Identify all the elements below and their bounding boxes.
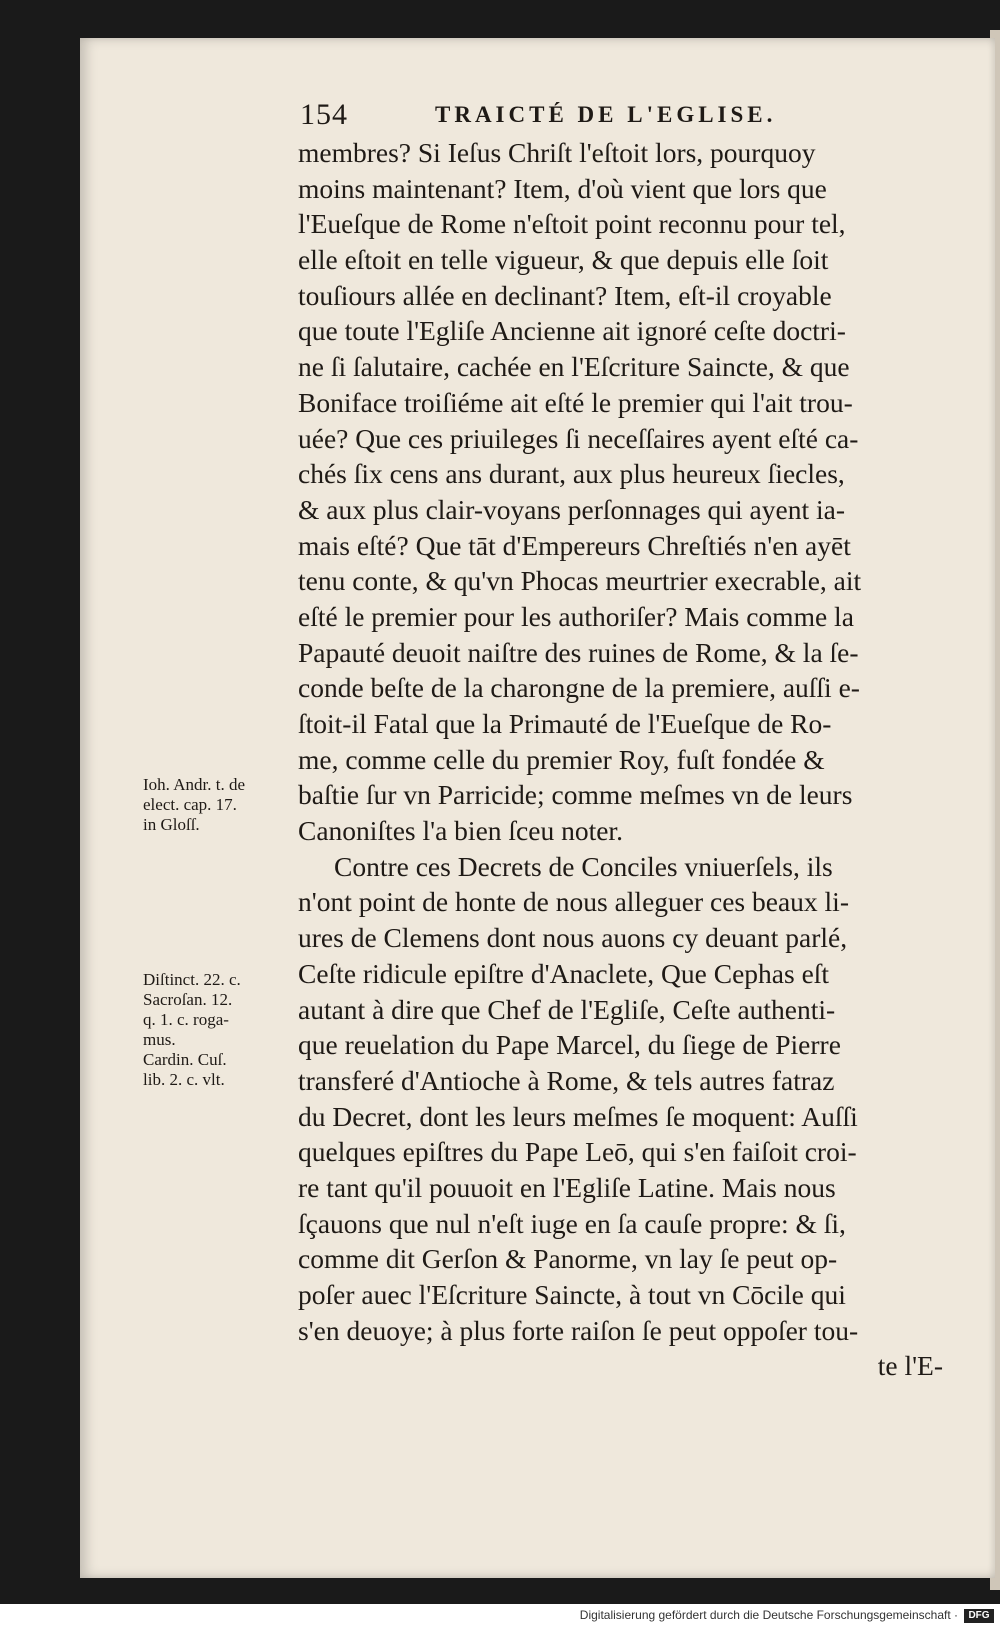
margin-note-line: Ioh. Andr. t. de [143,775,245,794]
page-number: 154 [300,98,348,131]
text-line: moins maintenant? Item, d'où vient que lors que [298,172,827,204]
margin-note-line: Sacroſan. 12. [143,990,233,1009]
text-line: du Decret, dont les leurs meſmes ſe moquent: Auſſi [298,1100,858,1132]
margin-note-line: lib. 2. c. vlt. [143,1070,225,1089]
margin-note-line: Cardin. Cuſ. [143,1050,227,1069]
margin-note [143,970,293,1090]
text-line: ne ſi ſalutaire, cachée en l'Eſcriture Saincte, & que [298,351,850,383]
margin-note-line: in Gloſſ. [143,815,200,834]
text-line: tenu conte, & qu'vn Phocas meurtrier execrable, ait [298,565,862,597]
dfg-logo: DFG [964,1609,994,1623]
text-line: transferé d'Antioche à Rome, & tels autres fatraz [298,1064,835,1096]
text-line: conde beſte de la charongne de la premiere, auſſi e- [298,672,860,704]
text-line: ſçauons que nul n'eſt iuge en ſa cauſe propre: & ſi, [298,1207,846,1239]
text-line: s'en deuoye; à plus forte raiſon ſe peut oppoſer tou- [298,1314,859,1346]
text-line: uée? Que ces priuileges ſi neceſſaires ayent eſté ca- [298,422,859,454]
text-line: mais eſté? Que tāt d'Empereurs Chreſtiés n'en ayēt [298,529,851,561]
running-title: TRAICTÉ DE L'EGLISE. [435,102,777,127]
text-line: comme dit Gerſon & Panorme, vn lay ſe peut op- [298,1243,838,1275]
footer-bar [0,1604,1000,1629]
text-line: n'ont point de honte de nous alleguer ces beaux li- [298,886,849,918]
text-line: chés ſix cens ans durant, aux plus heureux ſiecles, [298,458,845,490]
text-line: l'Eueſque de Rome n'eſtoit point reconnu pour tel, [298,208,846,240]
text-line: Boniface troiſiéme ait eſté le premier qui l'ait trou- [298,386,853,418]
catchword: te l'E- [877,1350,943,1382]
body-text [298,135,953,1384]
text-line: touſiours allée en declinant? Item, eſt-il croyable [298,279,832,311]
paragraph-start-line: Contre ces Decrets de Conciles vniuerſels, ils [334,850,833,882]
text-line: que toute l'Egliſe Ancienne ait ignoré ceſte doctri- [298,315,846,347]
text-line: & aux plus clair-voyans perſonnages qui ayent ia- [298,493,845,525]
margin-note-line: mus. [143,1030,176,1049]
text-line: Canoniſtes l'a bien ſceu noter. [298,815,623,847]
text-line: que reuelation du Pape Marcel, du ſiege de Pierre [298,1029,841,1061]
text-line: quelques epiſtres du Pape Leō, qui s'en faiſoit croi- [298,1136,857,1168]
text-line: Papauté deuoit naiſtre des ruines de Rome, & la ſe- [298,636,859,668]
text-line: Ceſte ridicule epiſtre d'Anaclete, Que Cephas eſt [298,957,830,989]
text-line: me, comme celle du premier Roy, fuſt fondée & [298,743,825,775]
margin-note [143,775,293,835]
margin-note-line: q. 1. c. roga- [143,1010,229,1029]
margin-note-line: Diſtinct. 22. c. [143,970,241,989]
running-head [300,98,840,132]
margin-note-line: elect. cap. 17. [143,795,237,814]
text-line: baſtie ſur vn Parricide; comme meſmes vn de leurs [298,779,853,811]
text-line: poſer auec l'Eſcriture Saincte, à tout vn Cōcile qui [298,1279,846,1310]
text-line: eſté le premier pour les authoriſer? Mais comme la [298,600,854,632]
text-line: ſtoit-il Fatal que la Primauté de l'Eueſque de Ro- [298,708,832,739]
text-line: autant à dire que Chef de l'Egliſe, Ceſte authenti- [298,993,836,1025]
funding-credit: Digitalisierung gefördert durch die Deutsche Forschungsgemeinschaft · [579,1608,958,1622]
text-line: ures de Clemens dont nous auons cy deuant parlé, [298,922,848,954]
text-line: re tant qu'il pouuoit en l'Egliſe Latine. Mais nous [298,1171,836,1203]
text-line: membres? Si Ieſus Chriſt l'eſtoit lors, pourquoy [298,137,816,168]
text-line: elle eſtoit en telle vigueur, & que depuis elle ſoit [298,244,829,276]
